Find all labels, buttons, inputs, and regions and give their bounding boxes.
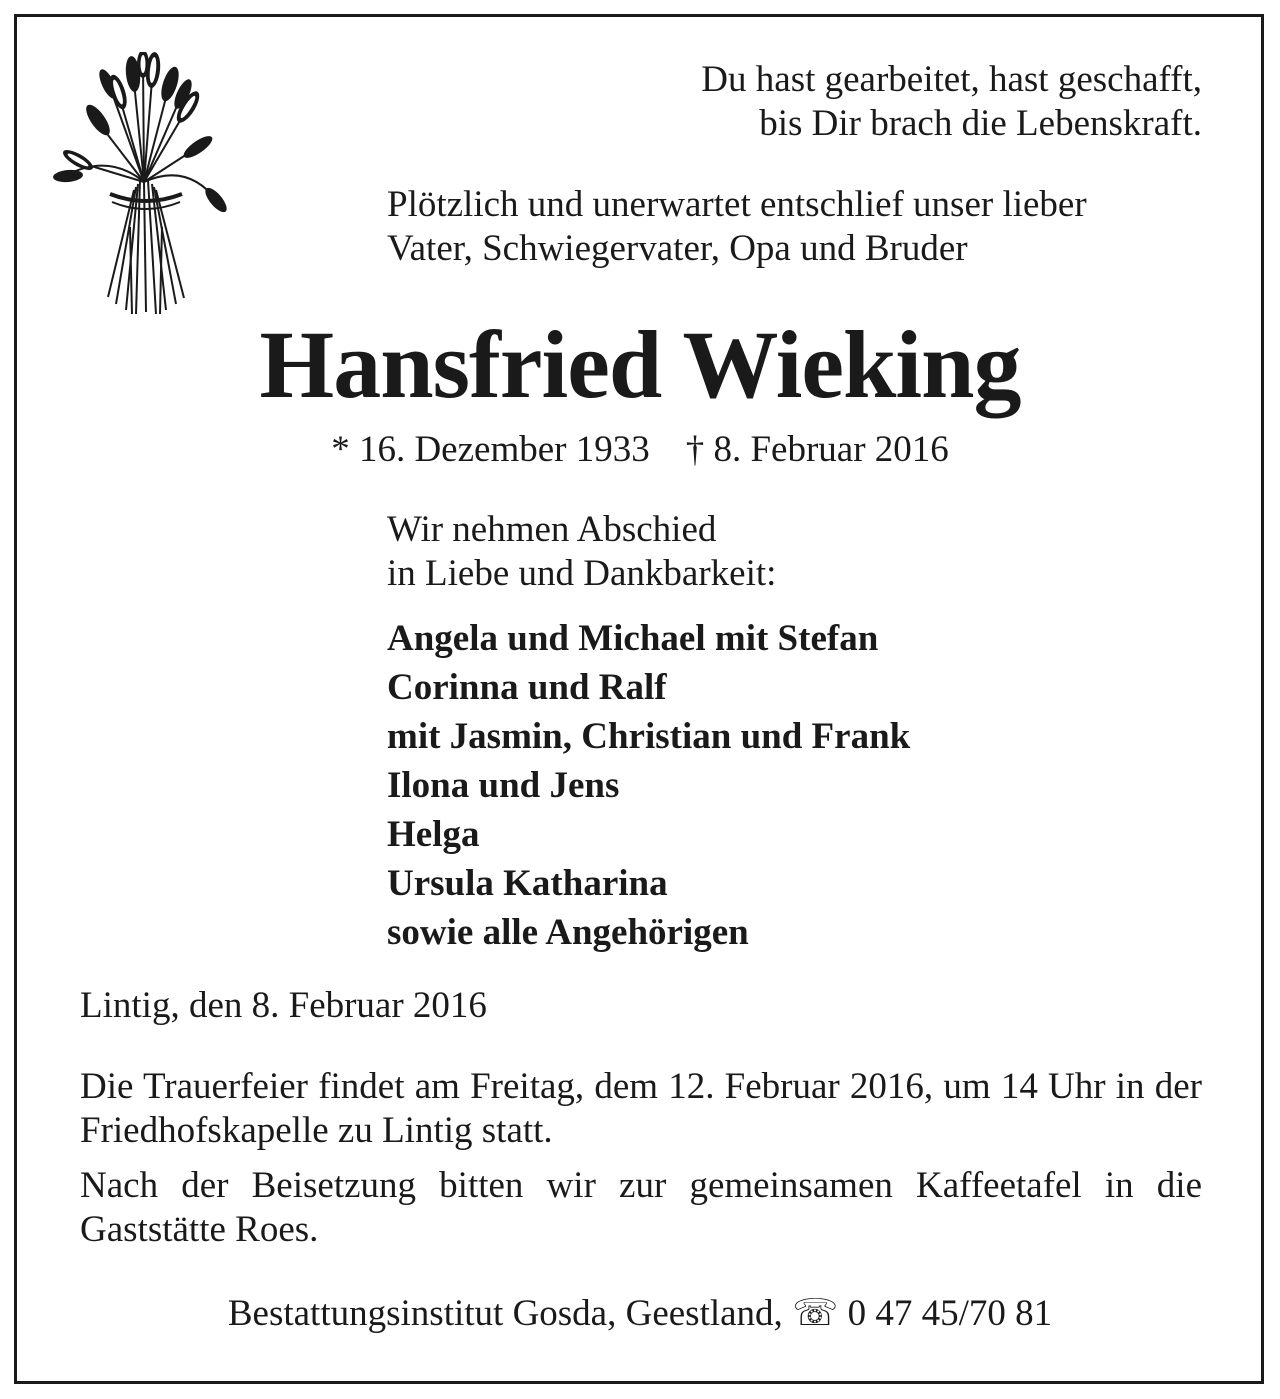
death-date: † 8. Februar 2016 — [685, 429, 949, 470]
mourner-entry: Ursula Katharina — [387, 863, 668, 904]
mourner-entry: Angela und Michael mit Stefan — [387, 618, 879, 659]
mourner-entry: sowie alle Angehörigen — [387, 912, 749, 953]
phone-number: 0 47 45/70 81 — [847, 1293, 1053, 1334]
mourner-entry: Ilona und Jens — [387, 765, 620, 806]
farewell-line: Wir nehmen Abschied — [387, 509, 717, 550]
intro-line: Vater, Schwiegervater, Opa und Bruder — [387, 228, 968, 269]
intro-text — [387, 183, 1087, 271]
motto-line: Du hast gearbeitet, hast geschafft, — [701, 59, 1202, 100]
wheat-sheaf-icon — [48, 52, 244, 317]
telephone-icon: ☏ — [792, 1293, 839, 1334]
funeral-service-info: Die Trauerfeier findet am Freitag, dem 12. Februar 2016, um 14 Uhr in der Friedhofskapelle zu Lintig statt. — [80, 1066, 1202, 1151]
mourner-entry: Helga — [387, 814, 480, 855]
mourner-entry: Corinna und Ralf — [387, 667, 667, 708]
deceased-name: Hansfried Wieking — [259, 311, 1021, 418]
reception-info: Nach der Beisetzung bitten wir zur gemeinsamen Kaffeetafel in die Gaststätte Roes. — [80, 1165, 1202, 1250]
place-date: Lintig, den 8. Februar 2016 — [80, 985, 487, 1026]
birth-date: * 16. Dezember 1933 — [331, 429, 650, 470]
mourner-entry: mit Jasmin, Christian und Frank — [387, 716, 911, 757]
motto-verse — [701, 58, 1202, 146]
undertaker-name: Bestattungsinstitut Gosda, Geestland, — [227, 1293, 783, 1334]
motto-line: bis Dir brach die Lebenskraft. — [759, 103, 1202, 144]
farewell-line: in Liebe und Dankbarkeit: — [387, 553, 777, 594]
life-dates — [0, 428, 1280, 472]
farewell-text — [387, 508, 776, 596]
undertaker-footer — [0, 1292, 1280, 1336]
mourners-list — [387, 614, 910, 957]
intro-line: Plötzlich und unerwartet entschlief unser lieber — [387, 184, 1087, 225]
